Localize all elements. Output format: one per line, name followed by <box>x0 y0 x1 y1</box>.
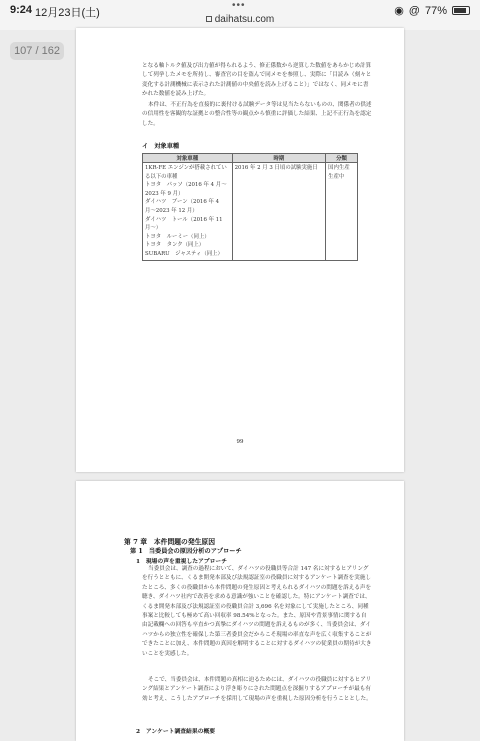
url-bar[interactable] <box>0 14 480 25</box>
model-line: トヨタ タンク（同上） <box>145 242 205 249</box>
location-icon: @ <box>408 4 420 17</box>
table-header-models: 対象車種 <box>143 154 233 163</box>
table-header-class: 分類 <box>326 154 358 163</box>
next-heading: 2 アンケート調査結果の概要 <box>136 729 216 735</box>
paragraph-2: 本件は、不正行為を直接的に裏付ける試験データ等は見当たらないものの、関係者の供述の信用性を客観的な証拠との整合性等の観点から慎重に評価した結果、上記不正行為を認定した。 <box>142 102 372 127</box>
class-line: 国内生産 <box>328 165 350 171</box>
paragraph-1: となる軸トルク値及び出力値が得られるよう、修正係数から逆算した数値をあらかじめ計算して列挙したメモを所持し、審査官の目を盗んで同メモを参照し、実際に「目読み（刻々と変化する計測機械に表示された計測値の中央値を読み上げること）」ではなく、同メモに書かれた数値を読み上げた。 <box>142 63 372 98</box>
class-line: 生産中 <box>328 173 345 180</box>
pdf-page-100[interactable] <box>76 481 404 741</box>
chapter-title: 第 7 章 本件問題の発生原因 <box>124 538 216 546</box>
status-time: 9:24 <box>10 4 33 16</box>
pdf-page-99[interactable] <box>76 28 404 472</box>
table-cell-class <box>326 163 358 261</box>
table-cell-models <box>143 163 233 261</box>
model-line: ダイハツ ブーン（2016 年 4 月〜2023 年 12 月） <box>145 199 219 214</box>
page-number: 99 <box>236 439 244 445</box>
paragraph-4: そこで、当委員会は、本件問題の真相に迫るためには、ダイハツの役職員に対するヒアリング結果とアンケート調査により浮き彫りにされた問題点を深掘りするアプローチが最も有効と考え、こうしたアプローチを採用して現場の声を重視した原因分析を行うこととした。 <box>142 677 372 702</box>
wifi-icon: ◉ <box>394 5 404 17</box>
page-counter: 107 / 162 <box>10 42 64 60</box>
table-cell-period: 2016 年 2 月 3 日頃の試験実施日 <box>232 163 326 261</box>
table-header-period: 時期 <box>232 154 326 163</box>
model-line: 1KR-FE エンジンが搭載されている以下の車種 <box>145 165 227 180</box>
status-date: 12月23日(土) <box>35 7 100 19</box>
paragraph-3: 当委員会は、調査の過程において、ダイハツの役職員等合計 147 名に対するヒアリングを行うとともに、くるま開発本部及び法規認証室の役職員に対するアンケート調査を実施したところ、多くの役職員から本件問題の発生原因と考えられるダイハツの問題を訴える声を聴き、ダイハツ社内で改善を求める意識が強いことを確認した。特にアンケート調査では、くるま開発本部及び法規認証室の役職員合計 3,696 名を対象にして実施したところ、同種事案と比較しても極めて高い回収率 98.54%となった。また、原因や背景事情に関する自由記載欄への回答も卒直かつ真摯にダイハツの問題を訴えるものが多く、当委員会は、ダイハツからの独立性を確保した第三者委員会だからこそ現場の率直な声を広く収集することができたことに加え、本件問題の真因を解明することに対するダイハツの従業員の期待が大きいことを実感した。 <box>142 566 372 657</box>
url-text: daihatsu.com <box>214 14 275 25</box>
model-line: ダイハツ トール（2016 年 11 月〜） <box>145 216 223 232</box>
lock-icon <box>206 16 212 22</box>
section-title: 第 1 当委員会の原因分析のアプローチ <box>130 548 242 555</box>
model-line: トヨタ ルーミー（同上） <box>145 233 210 240</box>
multitask-dots[interactable]: ••• <box>232 0 246 11</box>
model-line: トヨタ パッソ（2016 年 4 月〜2023 年 9 月） <box>145 182 227 197</box>
vehicle-table <box>142 153 358 261</box>
section-heading: イ 対象車種 <box>142 143 180 150</box>
model-line: SUBARU ジャスティ（同上） <box>145 250 223 257</box>
battery-percent: 77% <box>424 4 447 17</box>
subsection-title: 1 現場の声を重視したアプローチ <box>136 559 227 565</box>
